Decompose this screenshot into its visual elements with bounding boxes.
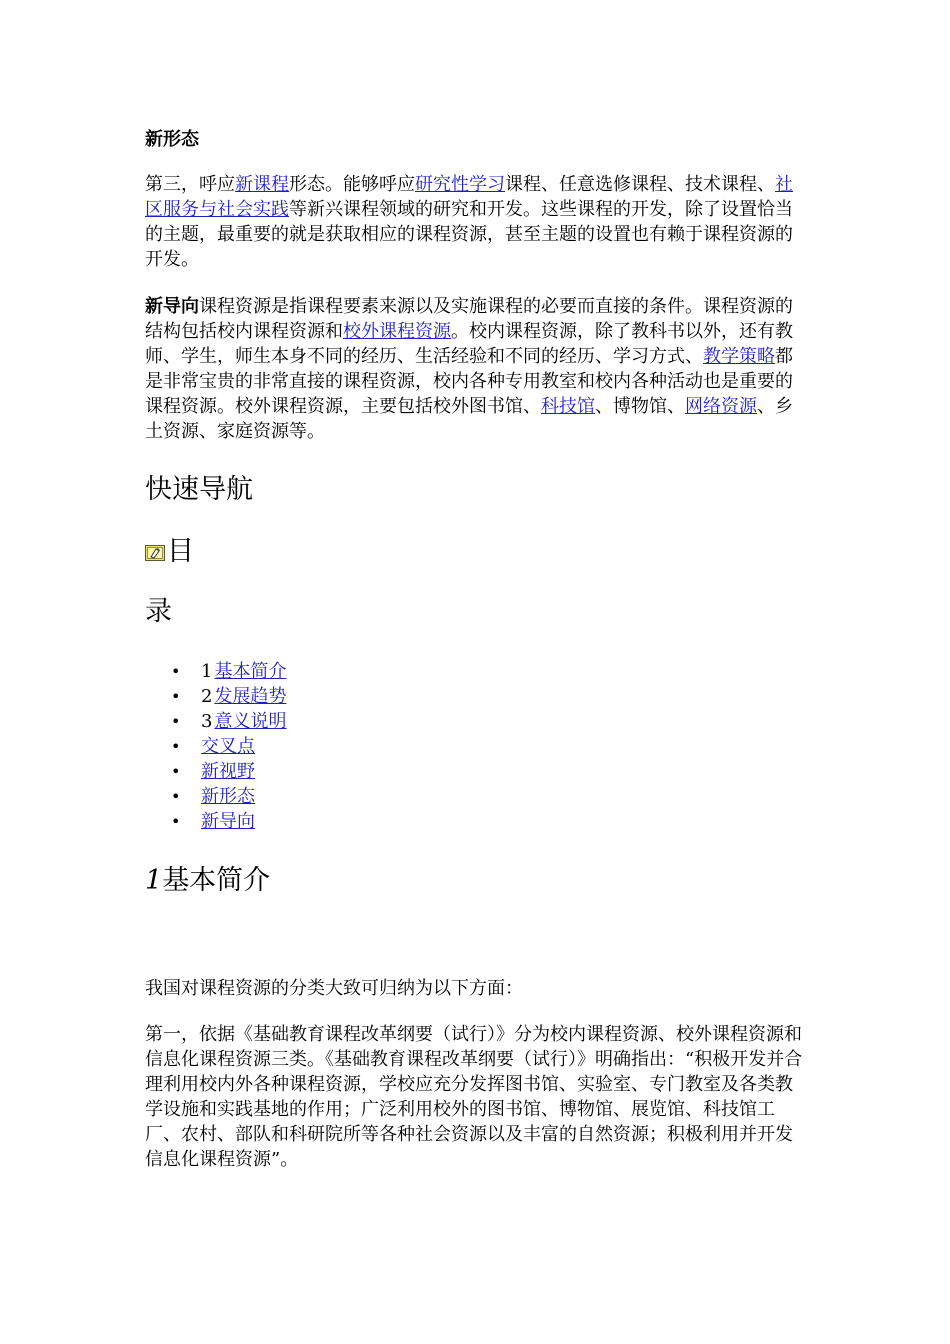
toc-item-number: 3 <box>201 711 213 732</box>
toc-link-significance[interactable]: 意义说明 <box>214 711 287 732</box>
link-outside-resources[interactable]: 校外课程资源 <box>343 321 451 342</box>
quick-nav-title: 快速导航 <box>145 474 253 505</box>
toc-title-part1: 目 <box>167 536 194 567</box>
toc-title-line1 <box>145 534 194 570</box>
section-basic-heading <box>145 863 270 899</box>
text-segment: 课程资源是指课程要素来源以及实施课程的必要而直接的条件。课程资源的结构包括校内课程资源和 <box>145 296 793 342</box>
link-research-study[interactable]: 研究性学习 <box>415 174 505 195</box>
text-segment: 都是非常宝贵的非常直接的课程资源，校内各种专用教室和校内各种活动也是重要的课程资源。校外课程资源，主要包括校外图书馆、 <box>145 346 793 417</box>
toc-list <box>145 659 286 834</box>
link-new-course[interactable]: 新课程 <box>235 174 289 195</box>
link-network-resources[interactable]: 网络资源 <box>685 396 757 417</box>
link-teaching-strategy[interactable]: 教学策略 <box>703 346 775 367</box>
toc-book-icon <box>145 535 165 551</box>
toc-link-new-vision[interactable]: 新视野 <box>201 761 255 782</box>
toc-title-line2: 录 <box>145 596 172 627</box>
toc-item <box>145 809 286 834</box>
text-segment: 课程、任意选修课程、技术课程、 <box>505 174 775 195</box>
link-science-museum[interactable]: 科技馆 <box>541 396 595 417</box>
toc-item <box>145 659 286 684</box>
toc-item-number: 2 <box>201 686 213 707</box>
toc-item <box>145 684 286 709</box>
text-segment: 形态。能够呼应 <box>289 174 415 195</box>
text-segment: 、乡土资源、家庭资源等。 <box>145 396 793 442</box>
toc-item <box>145 734 286 759</box>
link-community-service[interactable]: 社区服务与社会实践 <box>145 174 793 220</box>
text-segment: 等新兴课程领域的研究和开发。这些课程的开发，除了设置恰当的主题，最重要的就是获取相应的课程资源，甚至主题的设置也有赖于课程资源的开发。 <box>145 199 793 270</box>
section-number: 1 <box>145 865 163 896</box>
toc-item <box>145 759 286 784</box>
toc-link-intersection[interactable]: 交叉点 <box>201 736 255 757</box>
toc-link-development-trend[interactable]: 发展趋势 <box>214 686 287 707</box>
toc-link-new-form[interactable]: 新形态 <box>201 786 255 807</box>
section-title: 基本简介 <box>162 865 271 896</box>
paragraph-new-form <box>145 172 810 272</box>
lead-new-guide: 新导向 <box>145 296 199 317</box>
toc-item <box>145 709 286 734</box>
text-segment: 、博物馆、 <box>595 396 685 417</box>
toc-item <box>145 784 286 809</box>
paragraph-new-guide <box>145 294 810 444</box>
text-segment: 。校内课程资源，除了教科书以外，还有教师、学生，师生本身不同的经历、生活经验和不同的经历、学习方式、 <box>145 321 793 367</box>
toc-item-number: 1 <box>201 661 213 682</box>
toc-link-basic-intro[interactable]: 基本简介 <box>214 661 287 682</box>
toc-link-new-guide[interactable]: 新导向 <box>201 811 255 832</box>
paragraph-classification-first: 第一，依据《基础教育课程改革纲要（试行）》分为校内课程资源、校外课程资源和信息化课程资源三类。《基础教育课程改革纲要（试行）》明确指出：“积极开发并合理利用校内外各种课程资源，学校应充分发挥图书馆、实验室、专门教室及各类教学设施和实践基地的作用；广泛利用校外的图书馆、博物馆、展览馆、科技馆工厂、农村、部队和科研院所等各种社会资源以及丰富的自然资源；积极利用并开发信息化课程资源”。 <box>145 1024 803 1170</box>
text-segment: 第三，呼应 <box>145 174 235 195</box>
paragraph-classification-intro: 我国对课程资源的分类大致可归纳为以下方面： <box>145 978 523 999</box>
heading-new-form: 新形态 <box>145 129 199 150</box>
